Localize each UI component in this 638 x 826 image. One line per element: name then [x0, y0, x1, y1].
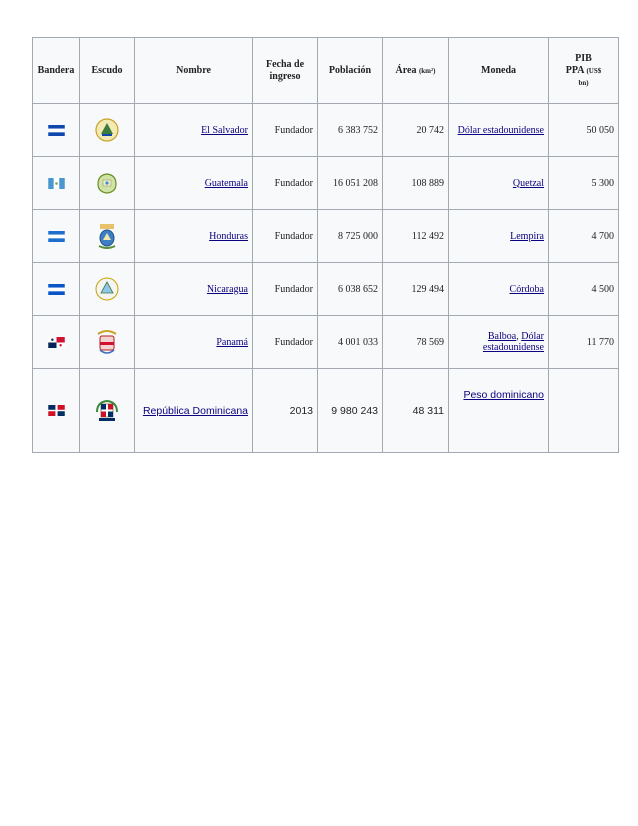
moneda-cell	[449, 316, 549, 369]
pib-cell: 5 300	[549, 157, 619, 210]
header-escudo: Escudo	[80, 38, 135, 104]
honduras-coat-of-arms-icon[interactable]	[80, 210, 135, 263]
country-link[interactable]: El Salvador	[201, 124, 248, 136]
area-cell: 108 889	[383, 157, 449, 210]
dominican-republic-flag[interactable]	[33, 369, 80, 453]
table-row	[33, 316, 619, 369]
poblacion-cell: 6 038 652	[318, 263, 383, 316]
moneda-cell	[449, 263, 549, 316]
area-cell: 20 742	[383, 104, 449, 157]
guatemala-coat-of-arms-icon[interactable]	[80, 157, 135, 210]
nombre-cell	[135, 263, 253, 316]
nombre-cell	[135, 316, 253, 369]
panama-coat-of-arms-icon[interactable]	[80, 316, 135, 369]
fecha-cell: Fundador	[253, 210, 318, 263]
header-moneda: Moneda	[449, 38, 549, 104]
nicaragua-coat-of-arms-icon[interactable]	[80, 263, 135, 316]
area-cell: 78 569	[383, 316, 449, 369]
header-fecha-line1: Fecha de	[265, 58, 305, 70]
header-nombre: Nombre	[135, 38, 253, 104]
poblacion-cell: 4 001 033	[318, 316, 383, 369]
poblacion-cell: 8 725 000	[318, 210, 383, 263]
moneda-cell	[449, 157, 549, 210]
moneda-cell	[449, 210, 549, 263]
header-area-unit: (km²)	[418, 66, 436, 75]
nombre-cell	[135, 157, 253, 210]
currency-separator: ,	[516, 331, 522, 342]
el-salvador-flag[interactable]	[33, 104, 80, 157]
el-salvador-coat-of-arms-icon[interactable]	[80, 104, 135, 157]
nicaragua-flag-icon	[48, 284, 65, 295]
currency-link-balboa[interactable]: Balboa	[487, 331, 517, 342]
nicaragua-flag[interactable]	[33, 263, 80, 316]
table-row	[33, 104, 619, 157]
header-fecha	[253, 38, 318, 104]
header-poblacion: Población	[318, 38, 383, 104]
pib-cell: 11 770	[549, 316, 619, 369]
dominican-republic-flag-icon	[48, 405, 65, 416]
area-cell: 112 492	[383, 210, 449, 263]
guatemala-flag[interactable]	[33, 157, 80, 210]
header-area-label: Área	[395, 64, 417, 76]
pib-cell: 50 050	[549, 104, 619, 157]
fecha-cell: Fundador	[253, 263, 318, 316]
country-link[interactable]: Honduras	[209, 230, 248, 242]
guatemala-flag-icon	[48, 178, 65, 189]
poblacion-cell: 6 383 752	[318, 104, 383, 157]
table-row	[33, 210, 619, 263]
fecha-cell: Fundador	[253, 157, 318, 210]
fecha-cell: Fundador	[253, 104, 318, 157]
pib-cell: 4 500	[549, 263, 619, 316]
fecha-cell: Fundador	[253, 316, 318, 369]
header-pib-unit2: bn)	[578, 78, 589, 87]
header-pib-line2: PPA	[565, 64, 584, 76]
table-row	[33, 157, 619, 210]
currency-link[interactable]: Dólar estadounidense	[457, 124, 544, 136]
nombre-cell	[135, 104, 253, 157]
fecha-cell: 2013	[253, 369, 318, 453]
country-link[interactable]: Nicaragua	[206, 283, 248, 295]
header-row	[33, 38, 619, 104]
area-cell: 48 311	[383, 369, 449, 453]
panama-flag-icon	[48, 337, 65, 348]
nombre-cell	[135, 210, 253, 263]
countries-table	[32, 37, 619, 453]
currency-link[interactable]: Peso dominicano	[463, 389, 544, 401]
header-bandera: Bandera	[33, 38, 80, 104]
pib-cell	[549, 369, 619, 453]
country-link[interactable]: República Dominicana	[142, 404, 248, 417]
nombre-cell	[135, 369, 253, 453]
honduras-flag-icon	[48, 231, 65, 242]
panama-flag[interactable]	[33, 316, 80, 369]
moneda-cell	[449, 369, 549, 453]
pib-cell: 4 700	[549, 210, 619, 263]
poblacion-cell: 16 051 208	[318, 157, 383, 210]
header-fecha-line2: ingreso	[269, 70, 301, 82]
header-pib-unit1: (US$	[586, 66, 602, 75]
area-cell: 129 494	[383, 263, 449, 316]
currency-link[interactable]: Lempira	[510, 230, 544, 242]
el-salvador-flag-icon	[48, 125, 65, 136]
honduras-flag[interactable]	[33, 210, 80, 263]
header-area	[383, 38, 449, 104]
country-link[interactable]: Guatemala	[204, 177, 248, 189]
currency-link-dolar[interactable]: Dólar estadounidense	[482, 331, 544, 353]
header-pib	[549, 38, 619, 104]
currency-link[interactable]: Córdoba	[509, 283, 544, 295]
currency-link[interactable]: Quetzal	[512, 177, 544, 189]
table-row	[33, 263, 619, 316]
poblacion-cell: 9 980 243	[318, 369, 383, 453]
country-link[interactable]: Panamá	[216, 336, 248, 348]
header-pib-line1: PIB	[575, 52, 592, 64]
moneda-cell	[449, 104, 549, 157]
table-row	[33, 369, 619, 453]
dominican-republic-coat-of-arms-icon[interactable]	[80, 369, 135, 453]
